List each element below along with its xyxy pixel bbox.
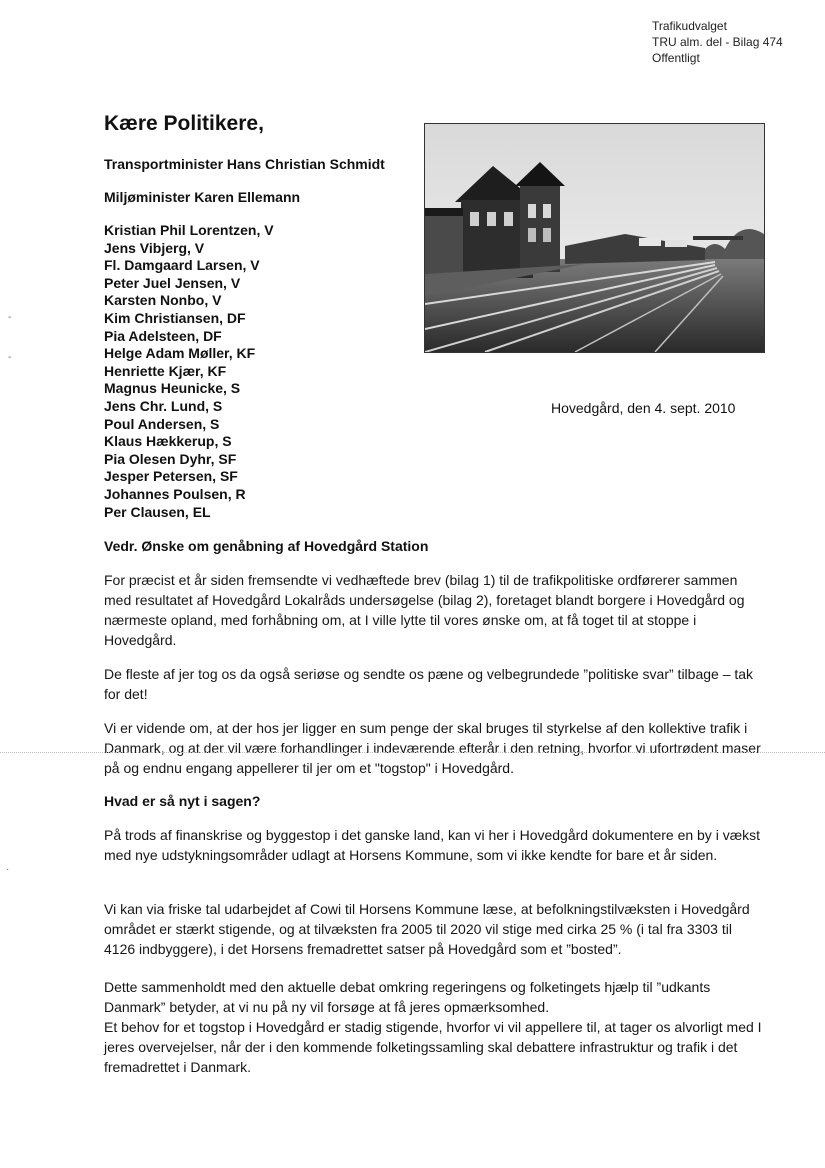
recipient-item: Pia Olesen Dyhr, SF xyxy=(104,450,237,467)
recipient-item: Poul Andersen, S xyxy=(104,415,220,432)
recipient-item: Jens Vibjerg, V xyxy=(104,239,205,256)
scan-margin-mark: · xyxy=(6,864,10,875)
salutation: Kære Politikere, xyxy=(104,112,264,135)
stamp-status: Offentligt xyxy=(652,51,700,65)
body-paragraph: Vi kan via friske tal udarbejdet af Cowi til Horsens Kommune læse, at befolkningstilvæksten i Hovedgård området er stærkt stigende, og at tilvæksten fra 2005 til 2020 vil stige med cirka 25 % (i tal fra 3303 til 4126 indbyggere), i det Horsens fremadrettet satser på Hovedgård som et ”bosted”. xyxy=(104,901,750,957)
scan-margin-mark: - xyxy=(8,352,12,363)
recipient-item: Jesper Petersen, SF xyxy=(104,468,238,485)
recipient-item: Fl. Damgaard Larsen, V xyxy=(104,257,260,274)
recipient-item: Klaus Hækkerup, S xyxy=(104,433,232,450)
recipient-environment-minister: Miljøminister Karen Ellemann xyxy=(104,189,301,205)
date-line: Hovedgård, den 4. sept. 2010 xyxy=(551,400,736,416)
station-photo-illustration xyxy=(425,124,764,352)
recipient-item: Johannes Poulsen, R xyxy=(104,485,246,502)
recipient-transport-minister: Transportminister Hans Christian Schmidt xyxy=(104,156,385,172)
body-paragraph: For præcist et år siden fremsendte vi vedhæftede brev (bilag 1) til de trafikpolitiske ordførerer sammen med resultatet af Hovedgård Lokalråds undersøgelse (bilag 2), foretaget blandt borgere i Hovedgård og nærmeste opland, med forhåbning om, at I ville lytte til vores ønske om, at få toget til at stoppe i Hovedgård. xyxy=(104,572,745,648)
section-heading: Hvad er så nyt i sagen? xyxy=(104,793,261,809)
stamp-committee: Trafikudvalget xyxy=(652,19,727,33)
recipient-list xyxy=(104,222,274,521)
recipient-item: Jens Chr. Lund, S xyxy=(104,397,223,414)
recipient-item: Kim Christiansen, DF xyxy=(104,309,246,326)
scan-margin-mark: - xyxy=(8,312,12,323)
recipient-item: Per Clausen, EL xyxy=(104,503,211,520)
scan-artifact-line xyxy=(0,752,825,753)
recipient-item: Magnus Heunicke, S xyxy=(104,380,241,397)
stamp-reference: TRU alm. del - Bilag 474 xyxy=(652,35,783,49)
recipient-item: Henriette Kjær, KF xyxy=(104,362,227,379)
body-paragraph: Vi er vidende om, at der hos jer ligger en sum penge der skal bruges til styrkelse af den kollektive trafik i Danmark, og at der vil være forhandlinger i indeværende efterår i den retning, hvorfor vi ufortrødent maser på og endnu engang appellerer til jer om et "togstop" i Hovedgård. xyxy=(104,720,761,776)
body-paragraph: Et behov for et togstop i Hovedgård er stadig stigende, hvorfor vi vil appellere til, at tager os alvorligt med I jeres overvejelser, når der i den kommende folketingssamling skal debattere infrastruktur og trafik i det fremadrettet i Danmark. xyxy=(104,1019,762,1075)
recipient-item: Peter Juel Jensen, V xyxy=(104,274,241,291)
recipient-item: Pia Adelsteen, DF xyxy=(104,327,222,344)
recipient-item: Kristian Phil Lorentzen, V xyxy=(104,222,274,238)
body-paragraph: På trods af finanskrise og byggestop i det ganske land, kan vi her i Hovedgård dokumentere en by i vækst med nye udstykningsområder udlagt at Horsens Kommune, som vi ikke kendte for bare et år siden. xyxy=(104,827,761,863)
body-paragraph: Dette sammenholdt med den aktuelle debat omkring regeringens og folketingets hjælp til ”udkants Danmark” betyder, at vi nu på ny vil forsøge at få jeres opmærksomhed. xyxy=(104,979,711,1015)
archive-stamp xyxy=(652,18,783,66)
recipient-item: Helge Adam Møller, KF xyxy=(104,345,256,362)
station-photo xyxy=(424,123,765,353)
recipient-item: Karsten Nonbo, V xyxy=(104,292,222,309)
body-paragraph: De fleste af jer tog os da også seriøse og sendte os pæne og velbegrundede ”politiske svar” tilbage – tak for det! xyxy=(104,666,754,702)
subject-line: Vedr. Ønske om genåbning af Hovedgård Station xyxy=(104,538,429,554)
